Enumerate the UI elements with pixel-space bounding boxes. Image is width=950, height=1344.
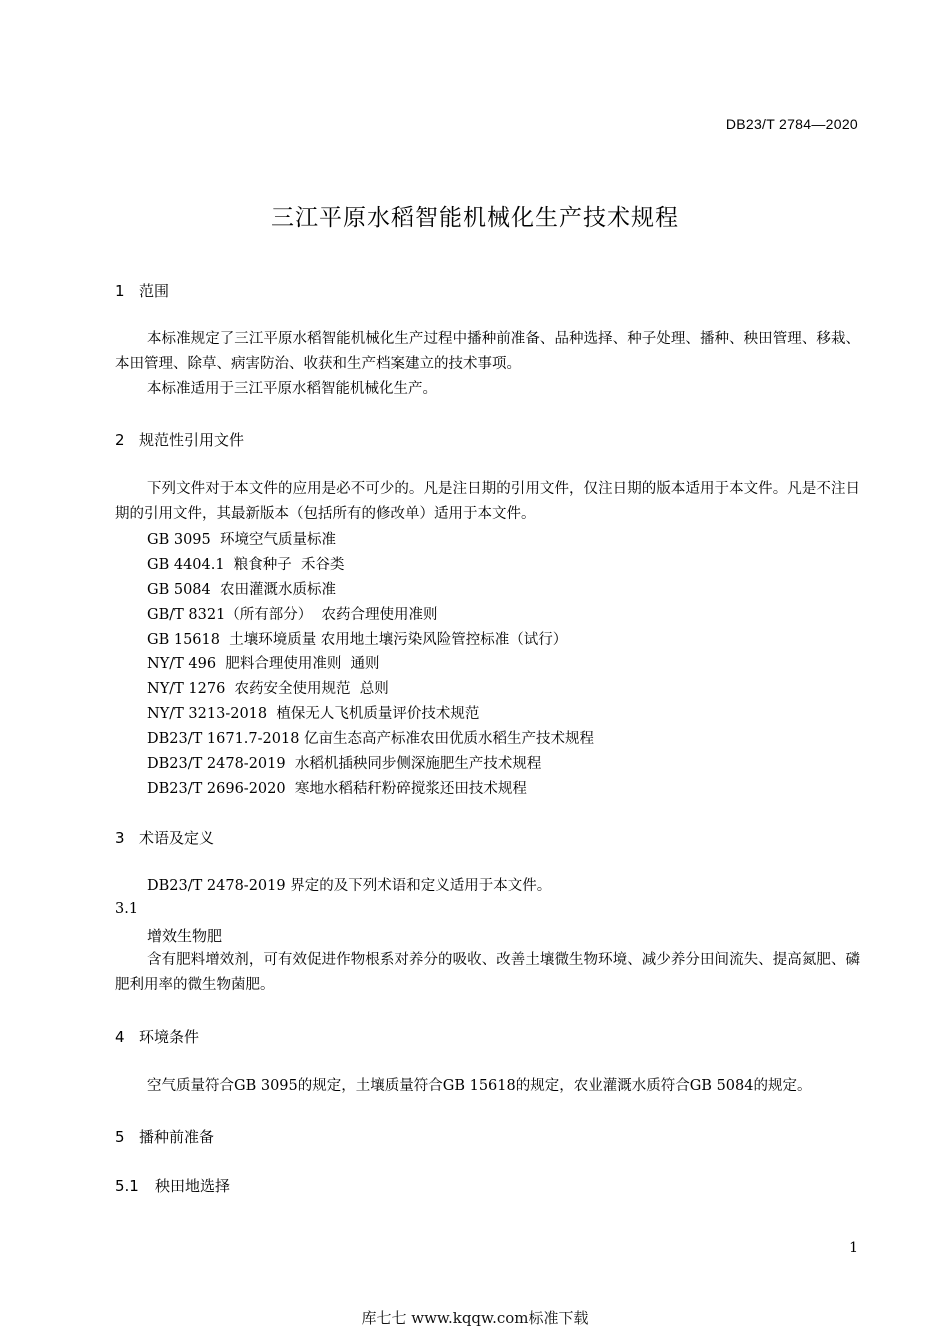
document-title: 三江平原水稻智能机械化生产技术规程 bbox=[271, 205, 679, 231]
reference-item: NY/T 1276 农药安全使用规范 总则 bbox=[147, 681, 389, 698]
section-title: 范围 bbox=[139, 282, 170, 300]
reference-list bbox=[147, 528, 594, 802]
section-3-heading bbox=[115, 827, 214, 848]
reference-item: GB 3095 环境空气质量标准 bbox=[147, 532, 336, 548]
section-4-paragraph: 空气质量符合GB 3095的规定，土壤质量符合GB 15618的规定，农业灌溉水质符合GB 5084的规定。 bbox=[147, 1078, 812, 1094]
reference-item: GB 15618 土壤环境质量 农用地土壤污染风险管控标准（试行） bbox=[147, 631, 568, 648]
section-title: 播种前准备 bbox=[139, 1128, 215, 1146]
section-1-heading bbox=[115, 280, 169, 301]
term-name: 增效生物肥 bbox=[147, 927, 223, 945]
term-definition: 含有肥料增效剂，可有效促进作物根系对养分的吸收、改善土壤微生物环境、减少养分田间流失、提高氮肥、磷肥利用率的微生物菌肥。 bbox=[115, 952, 860, 993]
section-5-1-heading bbox=[115, 1175, 230, 1196]
footer-watermark: 库七七 www.kqqw.com标准下载 bbox=[361, 1309, 589, 1327]
section-3-intro: DB23/T 2478-2019 界定的及下列术语和定义适用于本文件。 bbox=[147, 878, 552, 894]
section-2-heading bbox=[115, 429, 244, 450]
reference-item: GB 5084 农田灌溉水质标准 bbox=[147, 581, 336, 598]
section-title: 术语及定义 bbox=[139, 829, 215, 847]
section-title: 规范性引用文件 bbox=[139, 431, 245, 449]
reference-item: NY/T 3213-2018 植保无人飞机质量评价技术规范 bbox=[147, 706, 480, 723]
standard-code: DB23/T 2784—2020 bbox=[725, 116, 858, 132]
reference-item: NY/T 496 肥料合理使用准则 通则 bbox=[147, 656, 380, 673]
section-number: 3 bbox=[115, 829, 125, 847]
section-1-paragraph-1: 本标准规定了三江平原水稻智能机械化生产过程中播种前准备、品种选择、种子处理、播种、秧田管理、移栽、本田管理、除草、病害防治、收获和生产档案建立的技术事项。 bbox=[115, 331, 860, 372]
section-title: 环境条件 bbox=[139, 1028, 200, 1046]
reference-item: GB 4404.1 粮食种子 禾谷类 bbox=[147, 556, 345, 573]
section-2-intro: 下列文件对于本文件的应用是必不可少的。凡是注日期的引用文件，仅注日期的版本适用于本文件。凡是不注日期的引用文件，其最新版本（包括所有的修改单）适用于本文件。 bbox=[115, 481, 860, 522]
section-1-paragraph-2: 本标准适用于三江平原水稻智能机械化生产。 bbox=[147, 381, 437, 397]
section-title: 秧田地选择 bbox=[155, 1177, 231, 1195]
reference-item: DB23/T 2696-2020 寒地水稻秸秆粉碎搅浆还田技术规程 bbox=[147, 780, 527, 797]
reference-item: GB/T 8321（所有部分） 农药合理使用准则 bbox=[147, 606, 438, 623]
section-number: 2 bbox=[115, 431, 125, 449]
section-number: 5.1 bbox=[115, 1177, 139, 1195]
section-4-heading bbox=[115, 1026, 199, 1047]
section-number: 4 bbox=[115, 1028, 125, 1046]
reference-item: DB23/T 2478-2019 水稻机插秧同步侧深施肥生产技术规程 bbox=[147, 756, 542, 773]
term-number: 3.1 bbox=[115, 901, 139, 917]
reference-item: DB23/T 1671.7-2018 亿亩生态高产标准农田优质水稻生产技术规程 bbox=[147, 731, 595, 748]
page-number: 1 bbox=[849, 1240, 858, 1256]
section-5-heading bbox=[115, 1126, 214, 1147]
section-number: 5 bbox=[115, 1128, 125, 1146]
section-number: 1 bbox=[115, 282, 125, 300]
